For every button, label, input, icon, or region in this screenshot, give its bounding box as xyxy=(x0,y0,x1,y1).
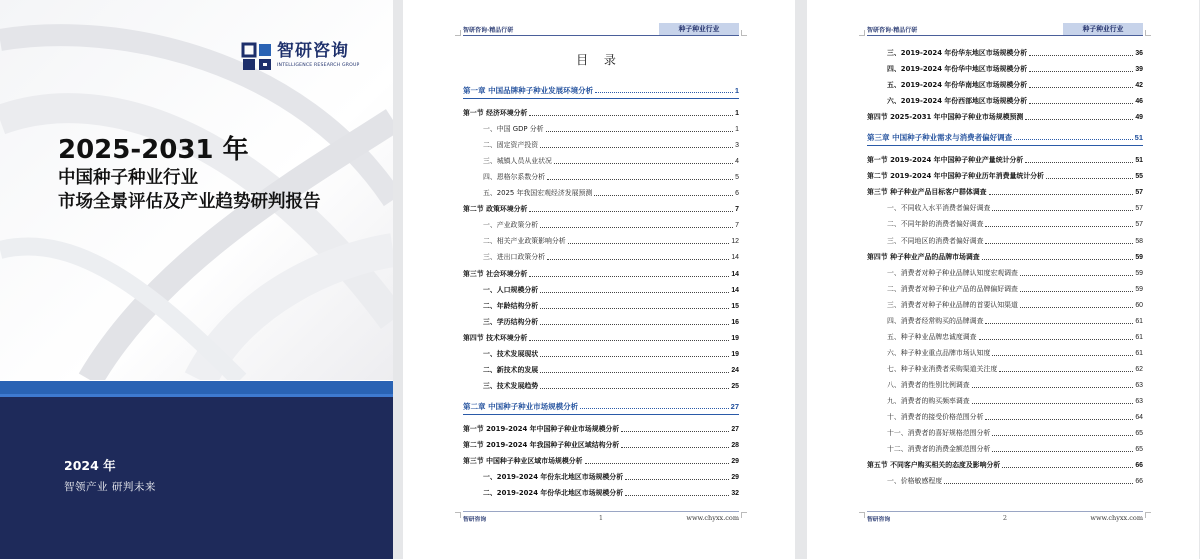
toc-entry-text: 第三节 中国种子种业区域市场规模分析 xyxy=(463,456,583,465)
toc-entry-page: 27 xyxy=(730,401,739,411)
toc-leader-dots xyxy=(529,211,733,212)
crop-mark xyxy=(859,512,865,518)
toc-entry-item[interactable] xyxy=(463,248,739,264)
toc-entry-text: 九、消费者的购买频率调查 xyxy=(887,396,970,405)
toc-leader-dots xyxy=(1020,275,1133,276)
toc-entry-item-bold[interactable] xyxy=(463,361,739,377)
toc-entry-page: 36 xyxy=(1135,50,1143,58)
toc-entry-text: 三、2019-2024 年份华东地区市场规模分析 xyxy=(887,49,1028,58)
toc-entry-text: 第三节 社会环境分析 xyxy=(463,269,528,278)
toc-entry-text: 一、技术发展现状 xyxy=(483,349,539,358)
toc-leader-dots xyxy=(982,259,1134,260)
crop-mark xyxy=(1145,30,1151,36)
toc-leader-dots xyxy=(540,324,729,325)
toc-page-1 xyxy=(403,0,795,559)
toc-entry-item[interactable] xyxy=(867,312,1143,328)
toc-entry-item-bold[interactable] xyxy=(463,345,739,361)
logo-mark-icon xyxy=(241,42,273,72)
toc-entry-text: 第一章 中国品牌种子种业发展环境分析 xyxy=(463,86,594,95)
page-footer xyxy=(867,511,1143,525)
header-industry-tag: 种子种业行业 xyxy=(1063,23,1143,35)
toc-leader-dots xyxy=(540,388,729,389)
toc-entry-text: 一、不同收入水平消费者偏好调查 xyxy=(887,204,991,213)
toc-leader-dots xyxy=(540,356,729,357)
toc-entry-item[interactable] xyxy=(867,199,1143,215)
toc-leader-dots xyxy=(1029,71,1133,72)
toc-entry-text: 第二节 2019-2024 年中国种子种业历年消费量统计分析 xyxy=(867,172,1044,181)
toc-entry-page: 59 xyxy=(1135,253,1143,261)
toc-entry-text: 三、消费者对种子种业品牌的首要认知渠道 xyxy=(887,300,1018,309)
toc-entry-page: 14 xyxy=(731,270,739,278)
footer-url: www.chyxx.com xyxy=(1090,514,1143,522)
toc-entry-item-bold[interactable] xyxy=(867,92,1143,108)
toc-list xyxy=(463,77,739,500)
toc-entry-page: 28 xyxy=(731,441,739,449)
toc-entry-item[interactable] xyxy=(463,232,739,248)
toc-entry-page: 4 xyxy=(735,158,739,166)
toc-entry-page: 62 xyxy=(1135,365,1143,373)
toc-leader-dots xyxy=(1046,178,1133,179)
toc-entry-item[interactable] xyxy=(867,264,1143,280)
toc-entry-page: 66 xyxy=(1135,478,1143,486)
toc-leader-dots xyxy=(985,226,1133,227)
toc-entry-item[interactable] xyxy=(867,392,1143,408)
toc-entry-page: 55 xyxy=(1135,173,1143,181)
toc-leader-dots xyxy=(992,210,1133,211)
toc-entry-text: 第五节 不同客户购买相关的态度及影响分析 xyxy=(867,461,1001,470)
cover-bottom-band xyxy=(0,381,393,559)
toc-leader-dots xyxy=(546,131,734,132)
toc-entry-page: 61 xyxy=(1135,349,1143,357)
toc-leader-dots xyxy=(540,308,729,309)
logo-name-en: INTELLIGENCE RESEARCH GROUP xyxy=(277,63,360,68)
toc-leader-dots xyxy=(999,371,1133,372)
toc-leader-dots xyxy=(529,276,729,277)
toc-entry-text: 第四节 种子种业产品的品牌市场调查 xyxy=(867,252,980,261)
toc-entry-item[interactable] xyxy=(867,424,1143,440)
toc-entry-text: 一、2019-2024 年份东北地区市场规模分析 xyxy=(483,473,624,482)
crop-mark xyxy=(859,30,865,36)
company-logo xyxy=(241,42,359,72)
toc-entry-text: 三、进出口政策分析 xyxy=(483,253,546,262)
toc-entry-item-bold[interactable] xyxy=(463,468,739,484)
toc-leader-dots xyxy=(529,340,729,341)
toc-entry-text: 七、种子种业消费者采购渠道关注度 xyxy=(887,364,998,373)
toc-leader-dots xyxy=(1025,119,1133,120)
toc-entry-page: 7 xyxy=(735,222,739,230)
toc-entry-text: 二、2019-2024 年份华北地区市场规模分析 xyxy=(483,489,624,498)
toc-leader-dots xyxy=(554,163,733,164)
toc-entry-page: 59 xyxy=(1135,269,1143,277)
toc-entry-item-bold[interactable] xyxy=(867,76,1143,92)
toc-entry-text: 二、消费者对种子种业产品的品牌偏好调查 xyxy=(887,284,1018,293)
toc-entry-page: 59 xyxy=(1135,285,1143,293)
cover-title-line2: 市场全景评估及产业趋势研判报告 xyxy=(58,192,321,212)
toc-leader-dots xyxy=(1029,87,1133,88)
toc-entry-page: 61 xyxy=(1135,317,1143,325)
cover-title-year: 2025-2031 年 xyxy=(58,135,249,165)
crop-mark xyxy=(455,512,461,518)
toc-entry-item[interactable] xyxy=(463,120,739,136)
toc-entry-text: 一、中国 GDP 分析 xyxy=(483,125,544,134)
toc-entry-item-bold[interactable] xyxy=(463,281,739,297)
toc-entry-text: 三、不同地区的消费者偏好调查 xyxy=(887,236,984,245)
toc-entry-page: 42 xyxy=(1135,82,1143,90)
toc-entry-text: 第一节 2019-2024 年中国种子种业产量统计分析 xyxy=(867,156,1024,165)
toc-entry-text: 第四节 技术环境分析 xyxy=(463,333,528,342)
toc-entry-page: 57 xyxy=(1135,205,1143,213)
toc-entry-section[interactable] xyxy=(867,167,1143,183)
toc-entry-text: 四、2019-2024 年份华中地区市场规模分析 xyxy=(887,65,1028,74)
footer-brand: 智研咨询 xyxy=(463,517,487,523)
toc-entry-page: 58 xyxy=(1135,237,1143,245)
toc-entry-text: 四、恩格尔系数分析 xyxy=(483,173,546,182)
toc-entry-page: 46 xyxy=(1135,98,1143,106)
toc-entry-page: 16 xyxy=(731,318,739,326)
toc-entry-page: 1 xyxy=(735,110,739,118)
toc-entry-text: 二、新技术的发展 xyxy=(483,365,539,374)
toc-entry-page: 49 xyxy=(1135,114,1143,122)
toc-entry-section[interactable] xyxy=(867,151,1143,167)
toc-entry-item-bold[interactable] xyxy=(463,313,739,329)
toc-entry-page: 19 xyxy=(731,350,739,358)
toc-leader-dots xyxy=(540,227,733,228)
report-cover xyxy=(0,0,393,559)
toc-entry-text: 一、人口规模分析 xyxy=(483,285,539,294)
toc-entry-text: 四、消费者经常购买的品牌调查 xyxy=(887,316,984,325)
toc-entry-text: 十二、消费者的消费金额范围分析 xyxy=(887,445,991,454)
toc-entry-section[interactable] xyxy=(463,200,739,216)
toc-leader-dots xyxy=(985,419,1133,420)
toc-entry-text: 第一节 经济环境分析 xyxy=(463,109,528,118)
toc-entry-text: 第二节 政策环境分析 xyxy=(463,205,528,214)
toc-entry-page: 63 xyxy=(1135,397,1143,405)
toc-entry-section[interactable] xyxy=(463,329,739,345)
toc-entry-item[interactable] xyxy=(867,231,1143,247)
toc-entry-item[interactable] xyxy=(867,440,1143,456)
toc-entry-section[interactable] xyxy=(463,420,739,436)
toc-entry-page: 6 xyxy=(735,190,739,198)
page-header xyxy=(867,22,1143,36)
crop-mark xyxy=(455,30,461,36)
toc-entry-item[interactable] xyxy=(867,344,1143,360)
footer-url: www.chyxx.com xyxy=(686,514,739,522)
toc-entry-text: 二、相关产业政策影响分析 xyxy=(483,237,566,246)
toc-entry-page: 57 xyxy=(1135,221,1143,229)
toc-page-2 xyxy=(807,0,1199,559)
toc-entry-page: 3 xyxy=(735,142,739,150)
cover-accent-stripe xyxy=(0,381,393,394)
toc-entry-page: 63 xyxy=(1135,381,1143,389)
cover-date: 2024 年 xyxy=(64,458,116,473)
toc-entry-item[interactable] xyxy=(867,215,1143,231)
toc-entry-item-bold[interactable] xyxy=(463,377,739,393)
toc-entry-text: 第三节 种子种业产品目标客户群体调查 xyxy=(867,188,987,197)
toc-leader-dots xyxy=(547,259,729,260)
toc-leader-dots xyxy=(992,355,1133,356)
toc-leader-dots xyxy=(1029,103,1133,104)
toc-leader-dots xyxy=(540,372,729,373)
toc-entry-text: 五、种子种业品牌忠诚度调查 xyxy=(887,332,977,341)
toc-leader-dots xyxy=(625,495,729,496)
toc-entry-section[interactable] xyxy=(867,108,1143,124)
page-footer xyxy=(463,511,739,525)
toc-leader-dots xyxy=(972,387,1134,388)
toc-entry-item[interactable] xyxy=(463,152,739,168)
cover-accent-line xyxy=(0,394,393,397)
toc-entry-item[interactable] xyxy=(463,136,739,152)
toc-entry-item[interactable] xyxy=(867,376,1143,392)
toc-leader-dots xyxy=(625,479,729,480)
toc-entry-page: 64 xyxy=(1135,414,1143,422)
toc-leader-dots xyxy=(1014,139,1133,140)
toc-leader-dots xyxy=(1002,467,1133,468)
toc-entry-text: 一、价格敏感程度 xyxy=(887,477,943,486)
crop-mark xyxy=(741,30,747,36)
toc-entry-page: 51 xyxy=(1134,133,1143,143)
header-brand: 智研咨询·精品行研 xyxy=(463,27,514,34)
toc-leader-dots xyxy=(547,179,733,180)
toc-entry-page: 15 xyxy=(731,302,739,310)
cover-title xyxy=(58,134,378,214)
toc-entry-item-bold[interactable] xyxy=(463,297,739,313)
toc-leader-dots xyxy=(540,292,729,293)
toc-entry-text: 三、城镇人员从业状况 xyxy=(483,157,552,166)
toc-entry-section[interactable] xyxy=(463,104,739,120)
toc-entry-item-bold[interactable] xyxy=(463,484,739,500)
toc-entry-section[interactable] xyxy=(463,264,739,280)
toc-entry-page: 32 xyxy=(731,490,739,498)
toc-entry-page: 51 xyxy=(1135,157,1143,165)
toc-entry-section[interactable] xyxy=(867,456,1143,472)
toc-entry-text: 五、2025 年我国宏观经济发展预测 xyxy=(483,189,593,198)
toc-entry-page: 1 xyxy=(734,86,739,95)
crop-mark xyxy=(1145,512,1151,518)
toc-entry-text: 十一、消费者的喜好规格范围分析 xyxy=(887,429,991,438)
toc-leader-dots xyxy=(944,483,1133,484)
toc-leader-dots xyxy=(992,435,1133,436)
toc-entry-text: 六、2019-2024 年份西部地区市场规模分析 xyxy=(887,97,1028,106)
toc-leader-dots xyxy=(529,115,733,116)
cover-slogan: 智领产业 研判未来 xyxy=(64,481,156,493)
toc-leader-dots xyxy=(568,243,730,244)
toc-leader-dots xyxy=(985,243,1133,244)
toc-leader-dots xyxy=(985,323,1133,324)
toc-entry-text: 一、消费者对种子种业品牌认知度宏观调查 xyxy=(887,268,1018,277)
toc-leader-dots xyxy=(621,431,729,432)
footer-brand: 智研咨询 xyxy=(867,517,891,523)
toc-entry-item[interactable] xyxy=(463,184,739,200)
page-header xyxy=(463,22,739,36)
toc-entry-page: 7 xyxy=(735,206,739,214)
toc-leader-dots xyxy=(595,92,733,93)
toc-entry-page: 27 xyxy=(731,425,739,433)
toc-entry-page: 39 xyxy=(1135,66,1143,74)
toc-entry-item-bold[interactable] xyxy=(867,60,1143,76)
toc-leader-dots xyxy=(1020,307,1133,308)
toc-leader-dots xyxy=(594,195,733,196)
toc-entry-page: 12 xyxy=(731,238,739,246)
toc-entry-section[interactable] xyxy=(867,183,1143,199)
toc-entry-page: 29 xyxy=(731,474,739,482)
toc-entry-page: 1 xyxy=(735,126,739,134)
header-industry-tag: 种子种业行业 xyxy=(659,23,739,35)
toc-entry-item[interactable] xyxy=(867,296,1143,312)
toc-entry-page: 66 xyxy=(1135,462,1143,470)
toc-leader-dots xyxy=(621,447,729,448)
toc-entry-item[interactable] xyxy=(867,472,1143,488)
toc-entry-chapter[interactable] xyxy=(463,77,739,99)
toc-leader-dots xyxy=(972,403,1134,404)
toc-entry-text: 第四节 2025-2031 年中国种子种业市场规模预测 xyxy=(867,113,1024,122)
toc-entry-page: 29 xyxy=(731,457,739,465)
toc-entry-section[interactable] xyxy=(867,248,1143,264)
toc-entry-page: 19 xyxy=(731,334,739,342)
toc-entry-page: 65 xyxy=(1135,430,1143,438)
toc-leader-dots xyxy=(585,463,730,464)
toc-entry-text: 第二节 2019-2024 年我国种子种业区域结构分析 xyxy=(463,440,620,449)
toc-entry-item[interactable] xyxy=(867,328,1143,344)
toc-entry-page: 57 xyxy=(1135,189,1143,197)
toc-entry-page: 65 xyxy=(1135,446,1143,454)
toc-leader-dots xyxy=(979,339,1134,340)
page-number: 2 xyxy=(1002,514,1008,522)
cover-title-line1: 中国种子种业行业 xyxy=(58,168,198,188)
toc-entry-text: 第二章 中国种子种业市场规模分析 xyxy=(463,401,579,411)
toc-entry-text: 五、2019-2024 年份华南地区市场规模分析 xyxy=(887,81,1028,90)
logo-name-cn: 智研咨询 xyxy=(277,41,349,61)
toc-entry-text: 三、技术发展趋势 xyxy=(483,381,539,390)
toc-leader-dots xyxy=(1029,55,1133,56)
toc-title: 目 录 xyxy=(576,53,622,67)
page-number: 1 xyxy=(598,514,604,522)
toc-entry-item[interactable] xyxy=(867,280,1143,296)
toc-entry-text: 二、年龄结构分析 xyxy=(483,301,539,310)
toc-leader-dots xyxy=(1025,162,1133,163)
toc-entry-text: 一、产业政策分析 xyxy=(483,221,539,230)
header-brand: 智研咨询·精品行研 xyxy=(867,27,918,34)
toc-leader-dots xyxy=(580,408,729,409)
toc-entry-text: 二、不同年龄的消费者偏好调查 xyxy=(887,220,984,229)
toc-leader-dots xyxy=(1020,291,1133,292)
toc-entry-section[interactable] xyxy=(463,452,739,468)
toc-entry-page: 5 xyxy=(735,174,739,182)
toc-entry-text: 第一节 2019-2024 年中国种子种业市场规模分析 xyxy=(463,424,620,433)
toc-entry-section[interactable] xyxy=(463,436,739,452)
toc-list xyxy=(867,44,1143,488)
toc-entry-item[interactable] xyxy=(867,360,1143,376)
toc-entry-text: 二、固定资产投资 xyxy=(483,141,539,150)
toc-entry-text: 三、学历结构分析 xyxy=(483,317,539,326)
toc-entry-item[interactable] xyxy=(867,408,1143,424)
toc-entry-text: 第三章 中国种子种业需求与消费者偏好调查 xyxy=(867,133,1013,143)
toc-entry-page: 25 xyxy=(731,382,739,390)
toc-entry-text: 六、种子种业重点品牌市场认知度 xyxy=(887,348,991,357)
toc-entry-text: 十、消费者的接受价格范围分析 xyxy=(887,413,984,422)
toc-leader-dots xyxy=(989,194,1134,195)
toc-leader-dots xyxy=(540,147,733,148)
toc-entry-item-bold[interactable] xyxy=(867,44,1143,60)
toc-entry-item[interactable] xyxy=(463,168,739,184)
crop-mark xyxy=(741,512,747,518)
toc-entry-page: 14 xyxy=(731,286,739,294)
toc-entry-item[interactable] xyxy=(463,216,739,232)
toc-entry-chapter[interactable] xyxy=(463,393,739,415)
toc-entry-page: 24 xyxy=(731,366,739,374)
toc-entry-page: 14 xyxy=(731,254,739,262)
toc-entry-page: 61 xyxy=(1135,333,1143,341)
toc-entry-text: 八、消费者的性别比例调查 xyxy=(887,380,970,389)
toc-entry-chapter[interactable] xyxy=(867,124,1143,146)
toc-entry-page: 60 xyxy=(1135,301,1143,309)
toc-leader-dots xyxy=(992,451,1133,452)
